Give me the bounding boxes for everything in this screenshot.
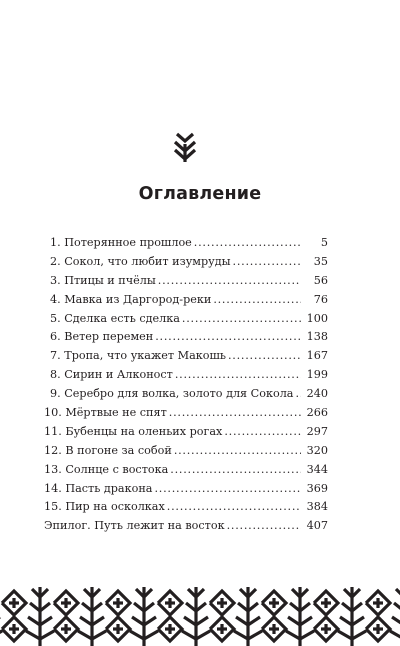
toc-entry — [44, 366, 328, 385]
toc-entry — [44, 423, 328, 442]
toc-entry — [44, 253, 328, 272]
toc-leader-dots — [169, 404, 301, 423]
toc-leader-dots — [182, 310, 301, 329]
toc-leader-dots — [167, 498, 301, 517]
toc-entry-title: 8. Сирин и Алконост — [50, 368, 173, 382]
toc-entry-page: 369 — [306, 481, 328, 495]
toc-entry-title: 9. Серебро для волка, золото для Сокола — [50, 387, 294, 401]
toc-entry-page: 76 — [313, 292, 328, 306]
toc-leader-dots — [170, 461, 301, 480]
toc-entry — [44, 272, 328, 291]
toc-leader-dots — [295, 385, 301, 404]
toc-entry — [44, 517, 328, 536]
toc-entry — [44, 461, 328, 480]
toc-leader-dots — [154, 480, 301, 499]
toc-entry-title: 3. Птицы и пчёлы — [50, 273, 156, 287]
toc-entry-page: 167 — [306, 349, 328, 363]
toc-entry — [44, 442, 328, 461]
toc-entry-title: Эпилог. Путь лежит на восток — [44, 519, 225, 533]
toc-leader-dots — [194, 234, 301, 253]
toc-entry — [44, 498, 328, 517]
toc-entry-title: 4. Мавка из Даргород-реки — [50, 292, 212, 306]
toc-entry — [44, 291, 328, 310]
toc-leader-dots — [228, 347, 301, 366]
toc-entry-page: 320 — [306, 443, 328, 457]
toc-entry-title: 10. Мёртвые не спят — [44, 406, 167, 420]
toc-entry-title: 13. Солнце с востока — [44, 462, 169, 476]
toc-leader-dots — [174, 442, 301, 461]
toc-entry-title: 2. Сокол, что любит изумруды — [50, 254, 231, 268]
toc-entry — [44, 328, 328, 347]
toc-entry-title: 11. Бубенцы на оленьих рогах — [44, 424, 223, 438]
toc-entry-title: 12. В погоне за собой — [44, 443, 172, 457]
toc-entry-title: 7. Тропа, что укажет Макошь — [50, 349, 226, 363]
toc-entry-title: 6. Ветер перемен — [50, 330, 154, 344]
toc-entry-page: 407 — [306, 519, 328, 533]
toc-entry-page: 5 — [320, 236, 328, 249]
toc-leader-dots — [158, 272, 301, 291]
toc-entry-page: 35 — [313, 254, 328, 268]
toc-entry-page: 56 — [313, 273, 328, 287]
toc-leader-dots — [227, 517, 301, 536]
toc-leader-dots — [155, 328, 301, 347]
table-of-contents — [44, 234, 328, 536]
toc-entry-page: 344 — [306, 462, 328, 476]
toc-entry — [44, 310, 328, 329]
toc-entry-page: 384 — [306, 500, 328, 514]
toc-entry-title: 5. Сделка есть сделка — [50, 311, 180, 325]
toc-entry-title: 1. Потерянное прошлое — [50, 236, 192, 249]
toc-entry-page: 240 — [306, 387, 328, 401]
toc-leader-dots — [224, 423, 301, 442]
toc-entry-page: 100 — [306, 311, 328, 325]
toc-leader-dots — [233, 253, 301, 272]
toc-entry-page: 266 — [306, 406, 328, 420]
toc-entry-page: 138 — [306, 330, 328, 344]
toc-entry-page: 199 — [306, 368, 328, 382]
toc-leader-dots — [175, 366, 301, 385]
toc-entry — [44, 404, 328, 423]
toc-entry-page: 297 — [306, 424, 328, 438]
toc-leader-dots — [213, 291, 301, 310]
embroidery-border — [0, 583, 400, 646]
toc-entry-title: 15. Пир на осколках — [44, 500, 165, 514]
toc-entry-title: 14. Пасть дракона — [44, 481, 153, 495]
toc-entry — [44, 385, 328, 404]
toc-entry — [44, 480, 328, 499]
slavic-tree-ornament-icon — [172, 131, 198, 163]
toc-heading: Оглавление — [138, 184, 262, 204]
toc-entry — [44, 234, 328, 253]
toc-entry — [44, 347, 328, 366]
